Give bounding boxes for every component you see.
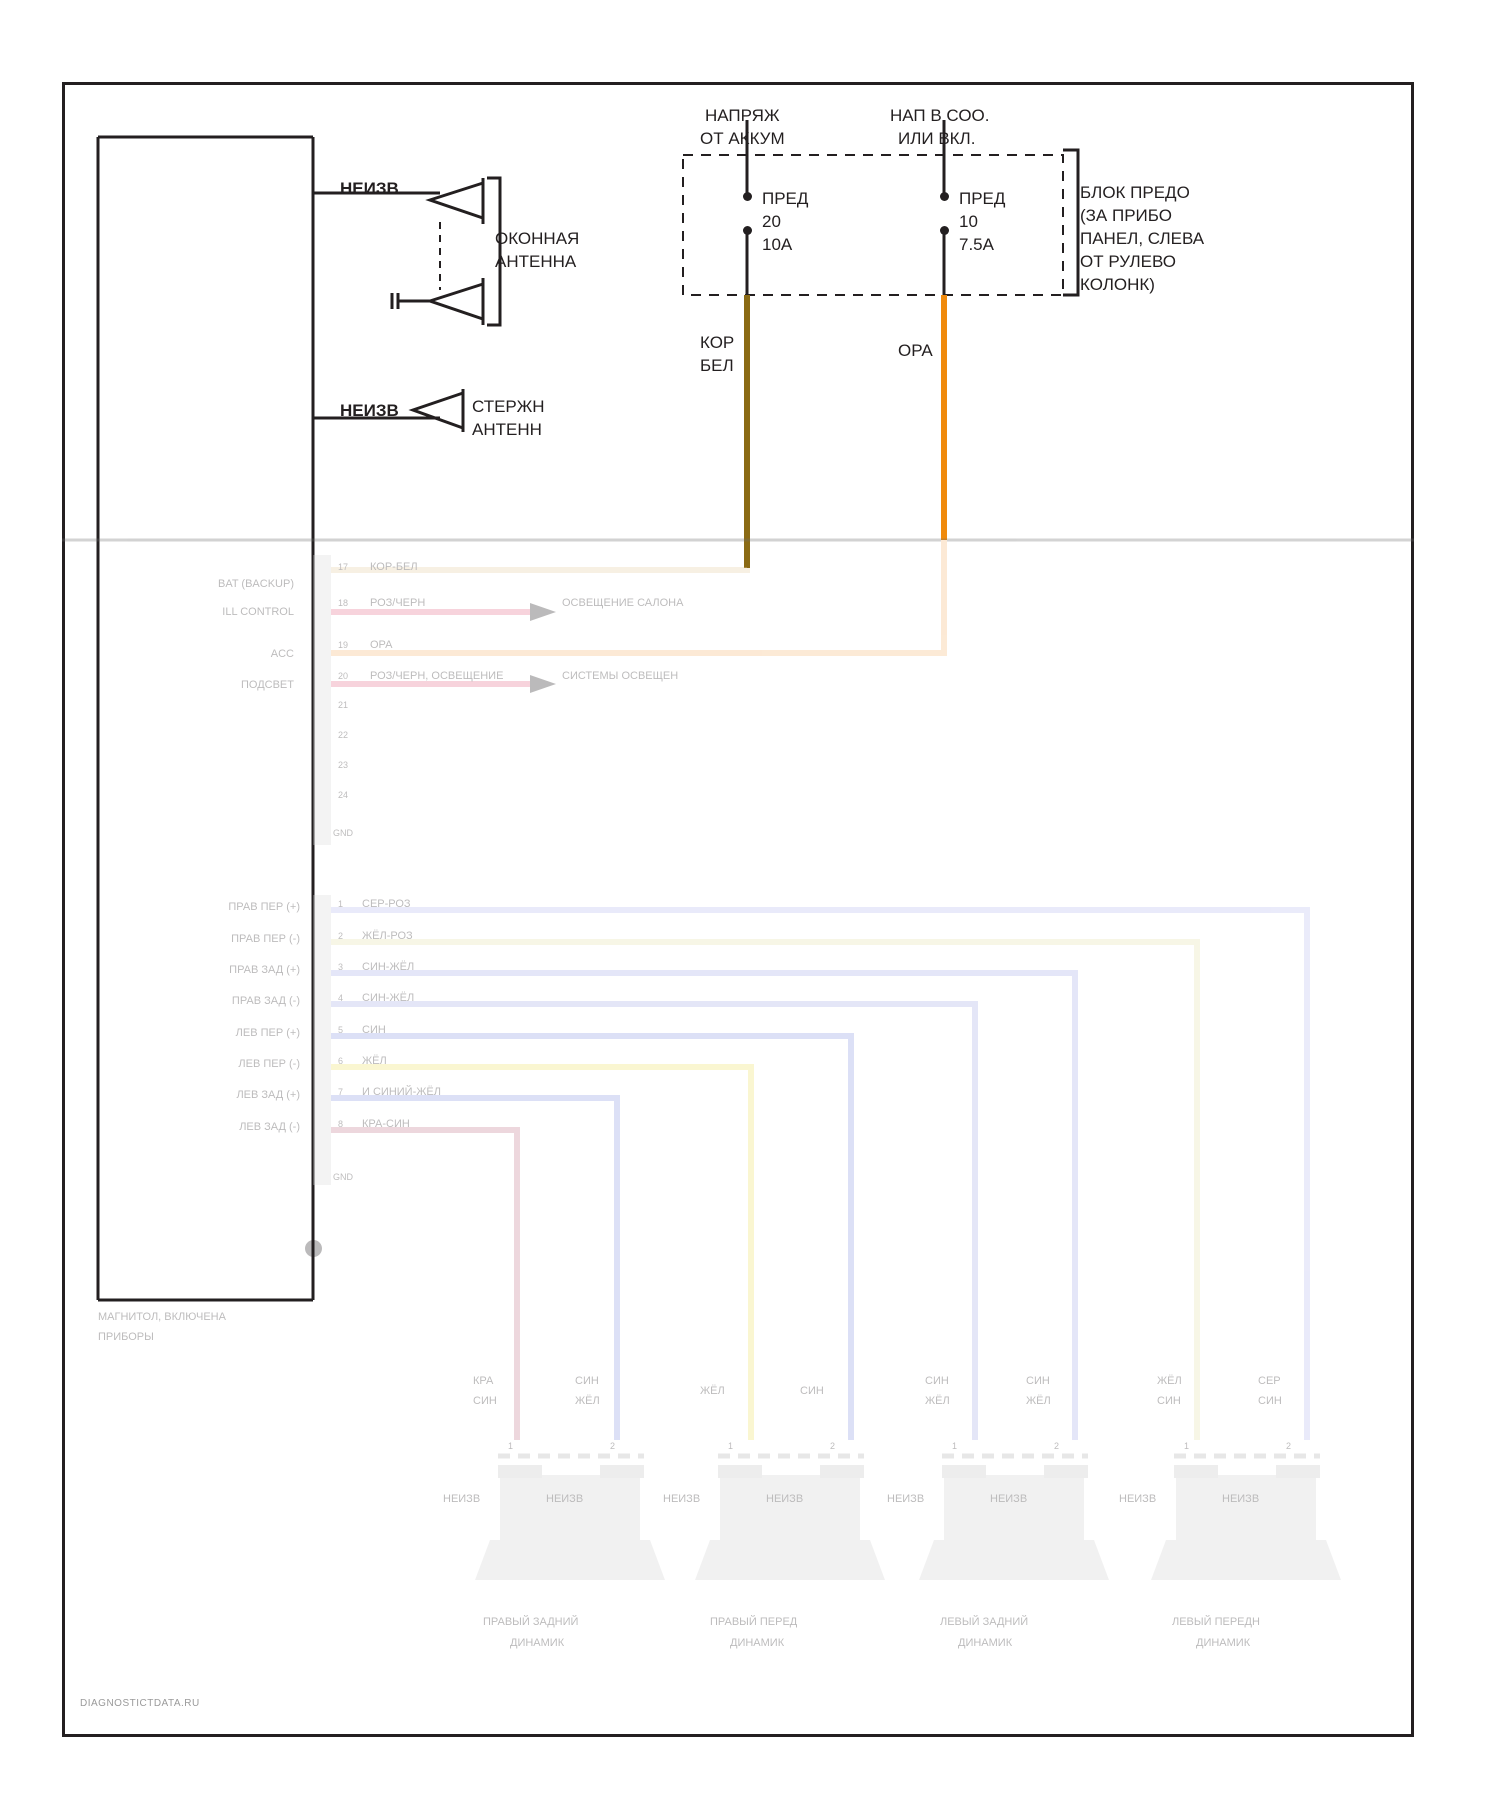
speaker-4-wire-left-line2: СИН [1157,1395,1181,1407]
pin-18-label: ILL CONTROL [222,606,294,618]
ignition-source-label-line1: НАП В СОО. [890,106,990,125]
lower-ground-label: GND [333,1172,353,1182]
speaker-4-wire-right-line2: СИН [1258,1395,1282,1407]
spk-pin-1-label: ПРАВ ПЕР (+) [228,901,300,913]
pin-18-note-line1: ОСВЕЩЕНИЕ САЛОНА [562,597,684,609]
window-antenna-label-line1: ОКОННАЯ [495,229,580,248]
speaker-1-connector-left: НЕИЗВ [443,1493,481,1505]
pin-20-number: 20 [338,671,349,681]
spk-pin-3-number: 3 [338,962,344,972]
pin-19-label: ACC [270,648,294,660]
upper-ground-label: GND [333,828,353,838]
spk-pin-4-wire: СИН-ЖЁЛ [362,992,415,1004]
speaker-1-wire-left-line1: КРА [473,1375,494,1387]
speaker-1-pin-left: 1 [508,1441,514,1451]
speaker-1-wire-right-line2: ЖЁЛ [575,1395,600,1407]
speaker-3-name-line2: ДИНАМИК [958,1637,1013,1649]
speaker-2-pin-right: 2 [830,1441,836,1451]
radio-name-line2: ПРИБОРЫ [98,1331,154,1343]
pin-24-number: 24 [338,790,349,800]
speaker-3-wire-left-line1: СИН [925,1375,949,1387]
speaker-4-name-line2: ДИНАМИК [1196,1637,1251,1649]
spk-pin-1-number: 1 [338,899,344,909]
speaker-1-connector-right: НЕИЗВ [546,1493,584,1505]
spk-pin-5-label: ЛЕВ ПЕР (+) [235,1027,300,1039]
speaker-2-wire-left-line1: ЖЁЛ [700,1385,725,1397]
speaker-1-wire-right-line1: СИН [575,1375,599,1387]
spk-pin-4-label: ПРАВ ЗАД (-) [231,995,300,1007]
spk-pin-5-number: 5 [338,1025,344,1035]
ignition-source-label-line2: ИЛИ ВКЛ. [898,129,976,148]
mast-antenna-label-line1: СТЕРЖН [472,397,545,416]
pin-19-wire: ОРА [370,639,393,651]
spk-pin-7-wire: И СИНИЙ-ЖЁЛ [362,1086,441,1098]
speaker-2-pin-left: 1 [728,1441,734,1451]
spk-pin-3-label: ПРАВ ЗАД (+) [229,964,300,976]
speaker-1-name-line1: ПРАВЫЙ ЗАДНИЙ [483,1616,579,1628]
pin-20-wire: РОЗ/ЧЕРН, ОСВЕЩЕНИЕ [370,670,504,682]
fuse-20-wire-color-line1: КОР [700,333,735,352]
fuse-box-caption-line5: КОЛОНК) [1080,275,1155,294]
radio-connector-upper [313,555,331,845]
fuse-20-rating: 10А [762,235,793,254]
pin-23-number: 23 [338,760,349,770]
ground-node [305,1240,322,1257]
pin-21-number: 21 [338,700,349,710]
spk-pin-7-label: ЛЕВ ЗАД (+) [236,1089,300,1101]
radio-name-line1: МАГНИТОЛ, ВКЛЮЧЕНА [98,1311,226,1323]
speaker-4-connector-right: НЕИЗВ [1222,1493,1260,1505]
spk-pin-2-number: 2 [338,931,344,941]
battery-source-label-line2: ОТ АККУМ [700,129,785,148]
spk-pin-6-label: ЛЕВ ПЕР (-) [238,1058,300,1070]
fuse-box-caption-line2: (ЗА ПРИБО [1080,206,1172,225]
pin-17-wire: КОР-БЕЛ [370,561,418,573]
speaker-2-name-line1: ПРАВЫЙ ПЕРЕД [710,1616,798,1628]
spk-pin-8-number: 8 [338,1119,344,1129]
speaker-3-pin-right: 2 [1054,1441,1060,1451]
fuse-10-rating: 7.5А [959,235,994,254]
mast-antenna-unknown-label: НЕИЗВ [340,401,399,420]
pin-17-label: BAT (BACKUP) [218,578,294,590]
speaker-2-connector-right: НЕИЗВ [766,1493,804,1505]
fuse-20-wire-color-line2: БЕЛ [700,356,734,375]
spk-pin-4-number: 4 [338,993,344,1003]
speaker-4-connector-left: НЕИЗВ [1119,1493,1157,1505]
speaker-3-wire-left-line2: ЖЁЛ [925,1395,950,1407]
spk-pin-2-label: ПРАВ ПЕР (-) [231,933,300,945]
fuse-20-name: ПРЕД [762,189,809,208]
fuse-20-number: 20 [762,212,781,231]
speaker-4-pin-right: 2 [1286,1441,1292,1451]
pin-19-number: 19 [338,640,349,650]
speaker-4-pin-left: 1 [1184,1441,1190,1451]
speaker-4-wire-left-line1: ЖЁЛ [1157,1375,1182,1387]
speaker-1-pin-right: 2 [610,1441,616,1451]
fuse-box-caption-line4: ОТ РУЛЕВО [1080,252,1177,271]
fuse-box-caption-line1: БЛОК ПРЕДО [1080,183,1190,202]
speaker-3-pin-left: 1 [952,1441,958,1451]
spk-pin-6-wire: ЖЁЛ [362,1055,387,1067]
spk-pin-1-wire: СЕР-РОЗ [362,898,411,910]
speaker-2-wire-right-line1: СИН [800,1385,824,1397]
pin-20-note: СИСТЕМЫ ОСВЕЩЕН [562,670,679,682]
speaker-3-wire-right-line2: ЖЁЛ [1026,1395,1051,1407]
spk-pin-7-number: 7 [338,1087,344,1097]
pin-20-label: ПОДСВЕТ [240,679,294,691]
spk-pin-8-label: ЛЕВ ЗАД (-) [239,1121,300,1133]
speaker-4-name-line1: ЛЕВЫЙ ПЕРЕДН [1172,1616,1260,1628]
speaker-3-name-line1: ЛЕВЫЙ ЗАДНИЙ [940,1616,1029,1628]
watermark: DIAGNOSTICTDATA.RU [80,1698,200,1709]
spk-pin-3-wire: СИН-ЖЁЛ [362,961,415,973]
speaker-3-connector-right: НЕИЗВ [990,1493,1028,1505]
pin-22-number: 22 [338,730,349,740]
speaker-4-wire-right-line1: СЕР [1258,1375,1281,1387]
window-antenna-label-line2: АНТЕННА [495,252,577,271]
radio-connector-lower [313,895,331,1185]
fuse-10-name: ПРЕД [959,189,1006,208]
spk-pin-6-number: 6 [338,1056,344,1066]
mast-antenna-label-line2: АНТЕНН [472,420,542,439]
fuse-10-wire-color: ОРА [898,341,933,360]
speaker-1-wire-left-line2: СИН [473,1395,497,1407]
fuse-box-caption-line3: ПАНЕЛ, СЛЕВА [1080,229,1205,248]
speaker-2-connector-left: НЕИЗВ [663,1493,701,1505]
speaker-2-name-line2: ДИНАМИК [730,1637,785,1649]
pin-18-wire: РОЗ/ЧЕРН [370,597,426,609]
spk-pin-2-wire: ЖЁЛ-РОЗ [362,930,413,942]
spk-pin-8-wire: КРА-СИН [362,1118,410,1130]
fuse-10-number: 10 [959,212,978,231]
pin-18-number: 18 [338,598,349,608]
speaker-1-name-line2: ДИНАМИК [510,1637,565,1649]
window-antenna-unknown-label: НЕИЗВ [340,179,399,198]
speaker-3-connector-left: НЕИЗВ [887,1493,925,1505]
battery-source-label-line1: НАПРЯЖ [705,106,780,125]
pin-17-number: 17 [338,562,349,572]
speaker-3-wire-right-line1: СИН [1026,1375,1050,1387]
spk-pin-5-wire: СИН [362,1024,386,1036]
